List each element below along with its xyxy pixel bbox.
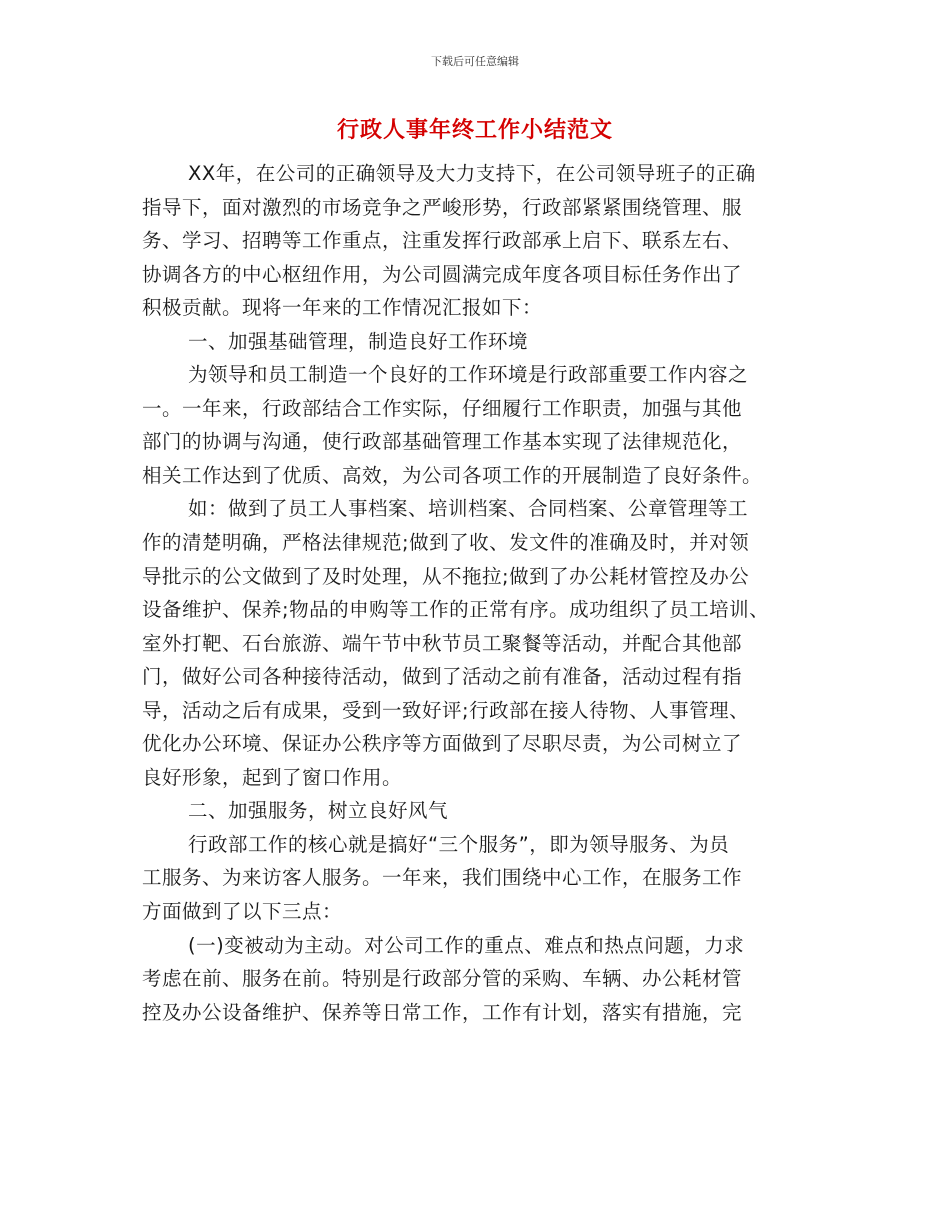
text-line: 积极贡献。现将一年来的工作情况汇报如下： [142, 296, 543, 320]
document-title: 行政人事年终工作小结范文 [336, 118, 613, 143]
text-line: 相关工作达到了优质、高效，为公司各项工作的开展制造了良好条件。 [142, 463, 763, 487]
text-line: 协调各方的中心枢纽作用，为公司圆满完成年度各项目标任务作出了 [142, 262, 743, 286]
text-line: 务、学习、招聘等工作重点，注重发挥行政部承上启下、联系左右、 [142, 229, 743, 253]
header-note: 下载后可任意编辑 [431, 55, 519, 68]
text-line: 考虑在前、服务在前。特别是行政部分管的采购、车辆、办公耗材管 [142, 967, 743, 991]
text-line: 指导下，面对激烈的市场竞争之严峻形势，行政部紧紧围绕管理、服 [142, 195, 743, 219]
text-line: 方面做到了以下三点： [142, 900, 343, 924]
text-line: 行政部工作的核心就是搞好“三个服务”，即为领导服务、为员 [188, 832, 730, 856]
text-line: 作的清楚明确，严格法律规范;做到了收、发文件的准确及时，并对领 [142, 531, 750, 555]
text-line: 二、加强服务，树立良好风气 [188, 799, 449, 823]
text-line: 一。一年来，行政部结合工作实际，仔细履行工作职责，加强与其他 [142, 396, 743, 420]
text-line: 为领导和员工制造一个良好的工作环境是行政部重要工作内容之 [188, 363, 749, 387]
text-line: 控及办公设备维护、保养等日常工作，工作有计划，落实有措施，完 [142, 1000, 743, 1024]
text-line: 一、加强基础管理，制造良好工作环境 [188, 329, 529, 353]
text-line: 导，活动之后有成果，受到一致好评;行政部在接人待物、人事管理、 [142, 698, 750, 722]
text-line: 部门的协调与沟通，使行政部基础管理工作基本实现了法律规范化， [142, 430, 743, 454]
text-line: 良好形象，起到了窗口作用。 [142, 765, 403, 789]
text-line: 导批示的公文做到了及时处理，从不拖拉;做到了办公耗材管控及办公 [142, 564, 750, 588]
text-line: 工服务、为来访客人服务。一年来，我们围绕中心工作，在服务工作 [142, 866, 743, 890]
text-line: 门，做好公司各种接待活动，做到了活动之前有准备，活动过程有指 [142, 665, 743, 689]
text-line: 设备维护、保养;物品的申购等工作的正常有序。成功组织了员工培训、 [142, 598, 770, 622]
text-line: 如：做到了员工人事档案、培训档案、合同档案、公章管理等工 [188, 497, 749, 521]
text-line: XX年，在公司的正确领导及大力支持下，在公司领导班子的正确 [188, 162, 756, 185]
text-line: 优化办公环境、保证办公秩序等方面做到了尽职尽责，为公司树立了 [142, 732, 743, 756]
text-line: (一)变被动为主动。对公司工作的重点、难点和热点问题，力求 [188, 933, 745, 957]
document-body [142, 157, 810, 1029]
text-line: 室外打靶、石台旅游、端午节中秋节员工聚餐等活动，并配合其他部 [142, 631, 743, 655]
